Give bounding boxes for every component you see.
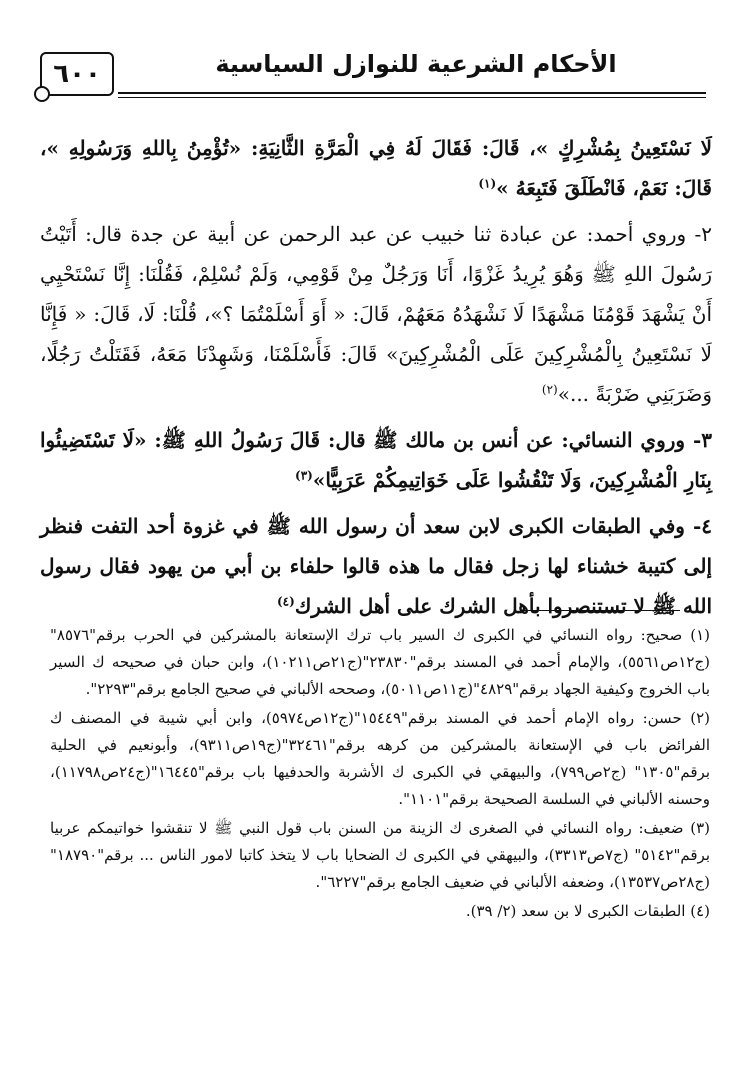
item-2-text: ٢- وروي أحمد: عن عبادة ثنا خبيب عن عبد الرحمن عن أبية عن جدة قال: أَتَيْتُ رَسُولَ اللهِ ﷺ وَهُوَ يُرِيدُ غَزْوًا، أَنَا وَرَجُلٌ مِنْ قَوْمِي، وَلَمْ نُسْلِمْ، فَقُلْنَا: إِنَّا نَسْتَحْيِي أَنْ يَشْهَدَ قَوْمُنَا مَشْهَدًا لَا نَشْهَدُهُ مَعَهُمْ، قَالَ: « أَوَ أَسْلَمْتُمَا ؟»، قُلْنَا: لَا، قَالَ: « فَإِنَّا لَا نَسْتَعِينُ بِالْمُشْرِكِينَ عَلَى الْمُشْرِكِينَ» قَالَ: فَأَسْلَمْنَا، وَشَهِدْنَا مَعَهُ، فَقَتَلْتُ رَجُلًا، وَضَرَبَنِي ضَرْبَةً ...» <box>40 222 712 406</box>
item-2-paragraph <box>40 214 712 414</box>
footnotes <box>50 622 710 925</box>
footnote-separator <box>520 610 680 611</box>
item-3-paragraph <box>40 420 712 500</box>
main-text <box>40 122 712 626</box>
header-rule <box>118 92 706 94</box>
footnote-2: (٢) حسن: رواه الإمام أحمد في المسند برقم"١٥٤٤٩"(ج١٢ص٥٩٧٤)، وابن أبي شيبة في المصنف ك الفرائض باب في الإستعانة بالمشركين من كرهه برقم"٣٢٤٦١"(ج١٩ص٩٣١١)، وأبونعيم في الحلية برقم"١٣٠٥" (ج٢ص٧٩٩)، والبيهقي في الكبرى ك الأشربة والحدفيها باب برقم"١٦٤٤٥"(ج٢٤ص١١٧٩٨)، وحسنه الألباني في السلسة الصحيحة برقم"١١٠١". <box>50 709 710 808</box>
header-rule-thin <box>118 97 706 98</box>
lead-in-ref: (١) <box>478 176 497 191</box>
lead-in-paragraph <box>40 128 712 208</box>
item-4-paragraph <box>40 506 712 626</box>
item-2-ref: (٢) <box>541 382 558 397</box>
footnote-1: (١) صحيح: رواه النسائي في الكبرى ك السير باب ترك الإستعانة بالمشركين في الحرب برقم"٨٥٧٦" (ج١٢ص٥٥٦١)، والإمام أحمد في المسند برقم"٢٣٨٣٠"(ج٢١ص١٠٢١١)، وابن حبان في صحيحه ك السير باب الخروج وكيفية الجهاد برقم"٤٨٢٩"(ج١١ص٥٠١١)، وصححه الألباني في صحيح الجامع برقم"٢٢٩٣". <box>50 626 710 698</box>
item-4-text: ٤- وفي الطبقات الكبرى لابن سعد أن رسول الله ﷺ في غزوة أحد التفت فنظر إلى كتيبة خشناء لها زجل فقال ما هذه قالوا حلفاء بن أبي من يهود فقال رسول الله ﷺ لا تستنصروا بأهل الشرك على أهل الشرك <box>40 514 712 618</box>
footnote-3: (٣) ضعيف: رواه النسائي في الصغرى ك الزينة من السنن باب قول النبي ﷺ لا تنقشوا خواتيمكم عربيا برقم"٥١٤٢" (ج٧ص٣٣١٣)، والبيهقي في الكبرى ك الضحايا باب لا يتخذ كاتبا لامور الناس ... برقم"١٨٧٩٠" (ج٢٨ص١٣٥٣٧)، وضعفه الألباني في ضعيف الجامع برقم"٦٢٢٧". <box>50 819 710 891</box>
footnote-4: (٤) الطبقات الكبرى لا بن سعد (٢/ ٣٩). <box>465 902 710 920</box>
lead-in-text: لَا نَسْتَعِينُ بِمُشْرِكٍ »، قَالَ: فَقَالَ لَهُ فِي الْمَرَّةِ الثَّانِيَةِ: «تُؤْمِنُ بِاللهِ وَرَسُولِهِ »، قَالَ: نَعَمْ، فَانْطَلَقَ فَتَبِعَهُ » <box>40 136 712 200</box>
item-3-text: ٣- وروي النسائي: عن أنس بن مالك ﷺ قال: قَالَ رَسُولُ اللهِ ﷺ: «لَا تَسْتَضِيئُوا بِنَارِ الْمُشْرِكِينَ، وَلَا تَنْقُشُوا عَلَى خَوَاتِيمِكُمْ عَرَبِيًّا» <box>40 428 712 492</box>
page-number: ٦٠٠ <box>53 59 101 89</box>
page-header <box>40 46 706 106</box>
page-number-badge <box>40 52 114 96</box>
item-3-ref: (٣) <box>295 468 313 483</box>
badge-ring-ornament <box>34 86 50 102</box>
item-4-ref: (٤) <box>276 594 295 609</box>
running-title: الأحكام الشرعية للنوازل السياسية <box>215 50 617 78</box>
